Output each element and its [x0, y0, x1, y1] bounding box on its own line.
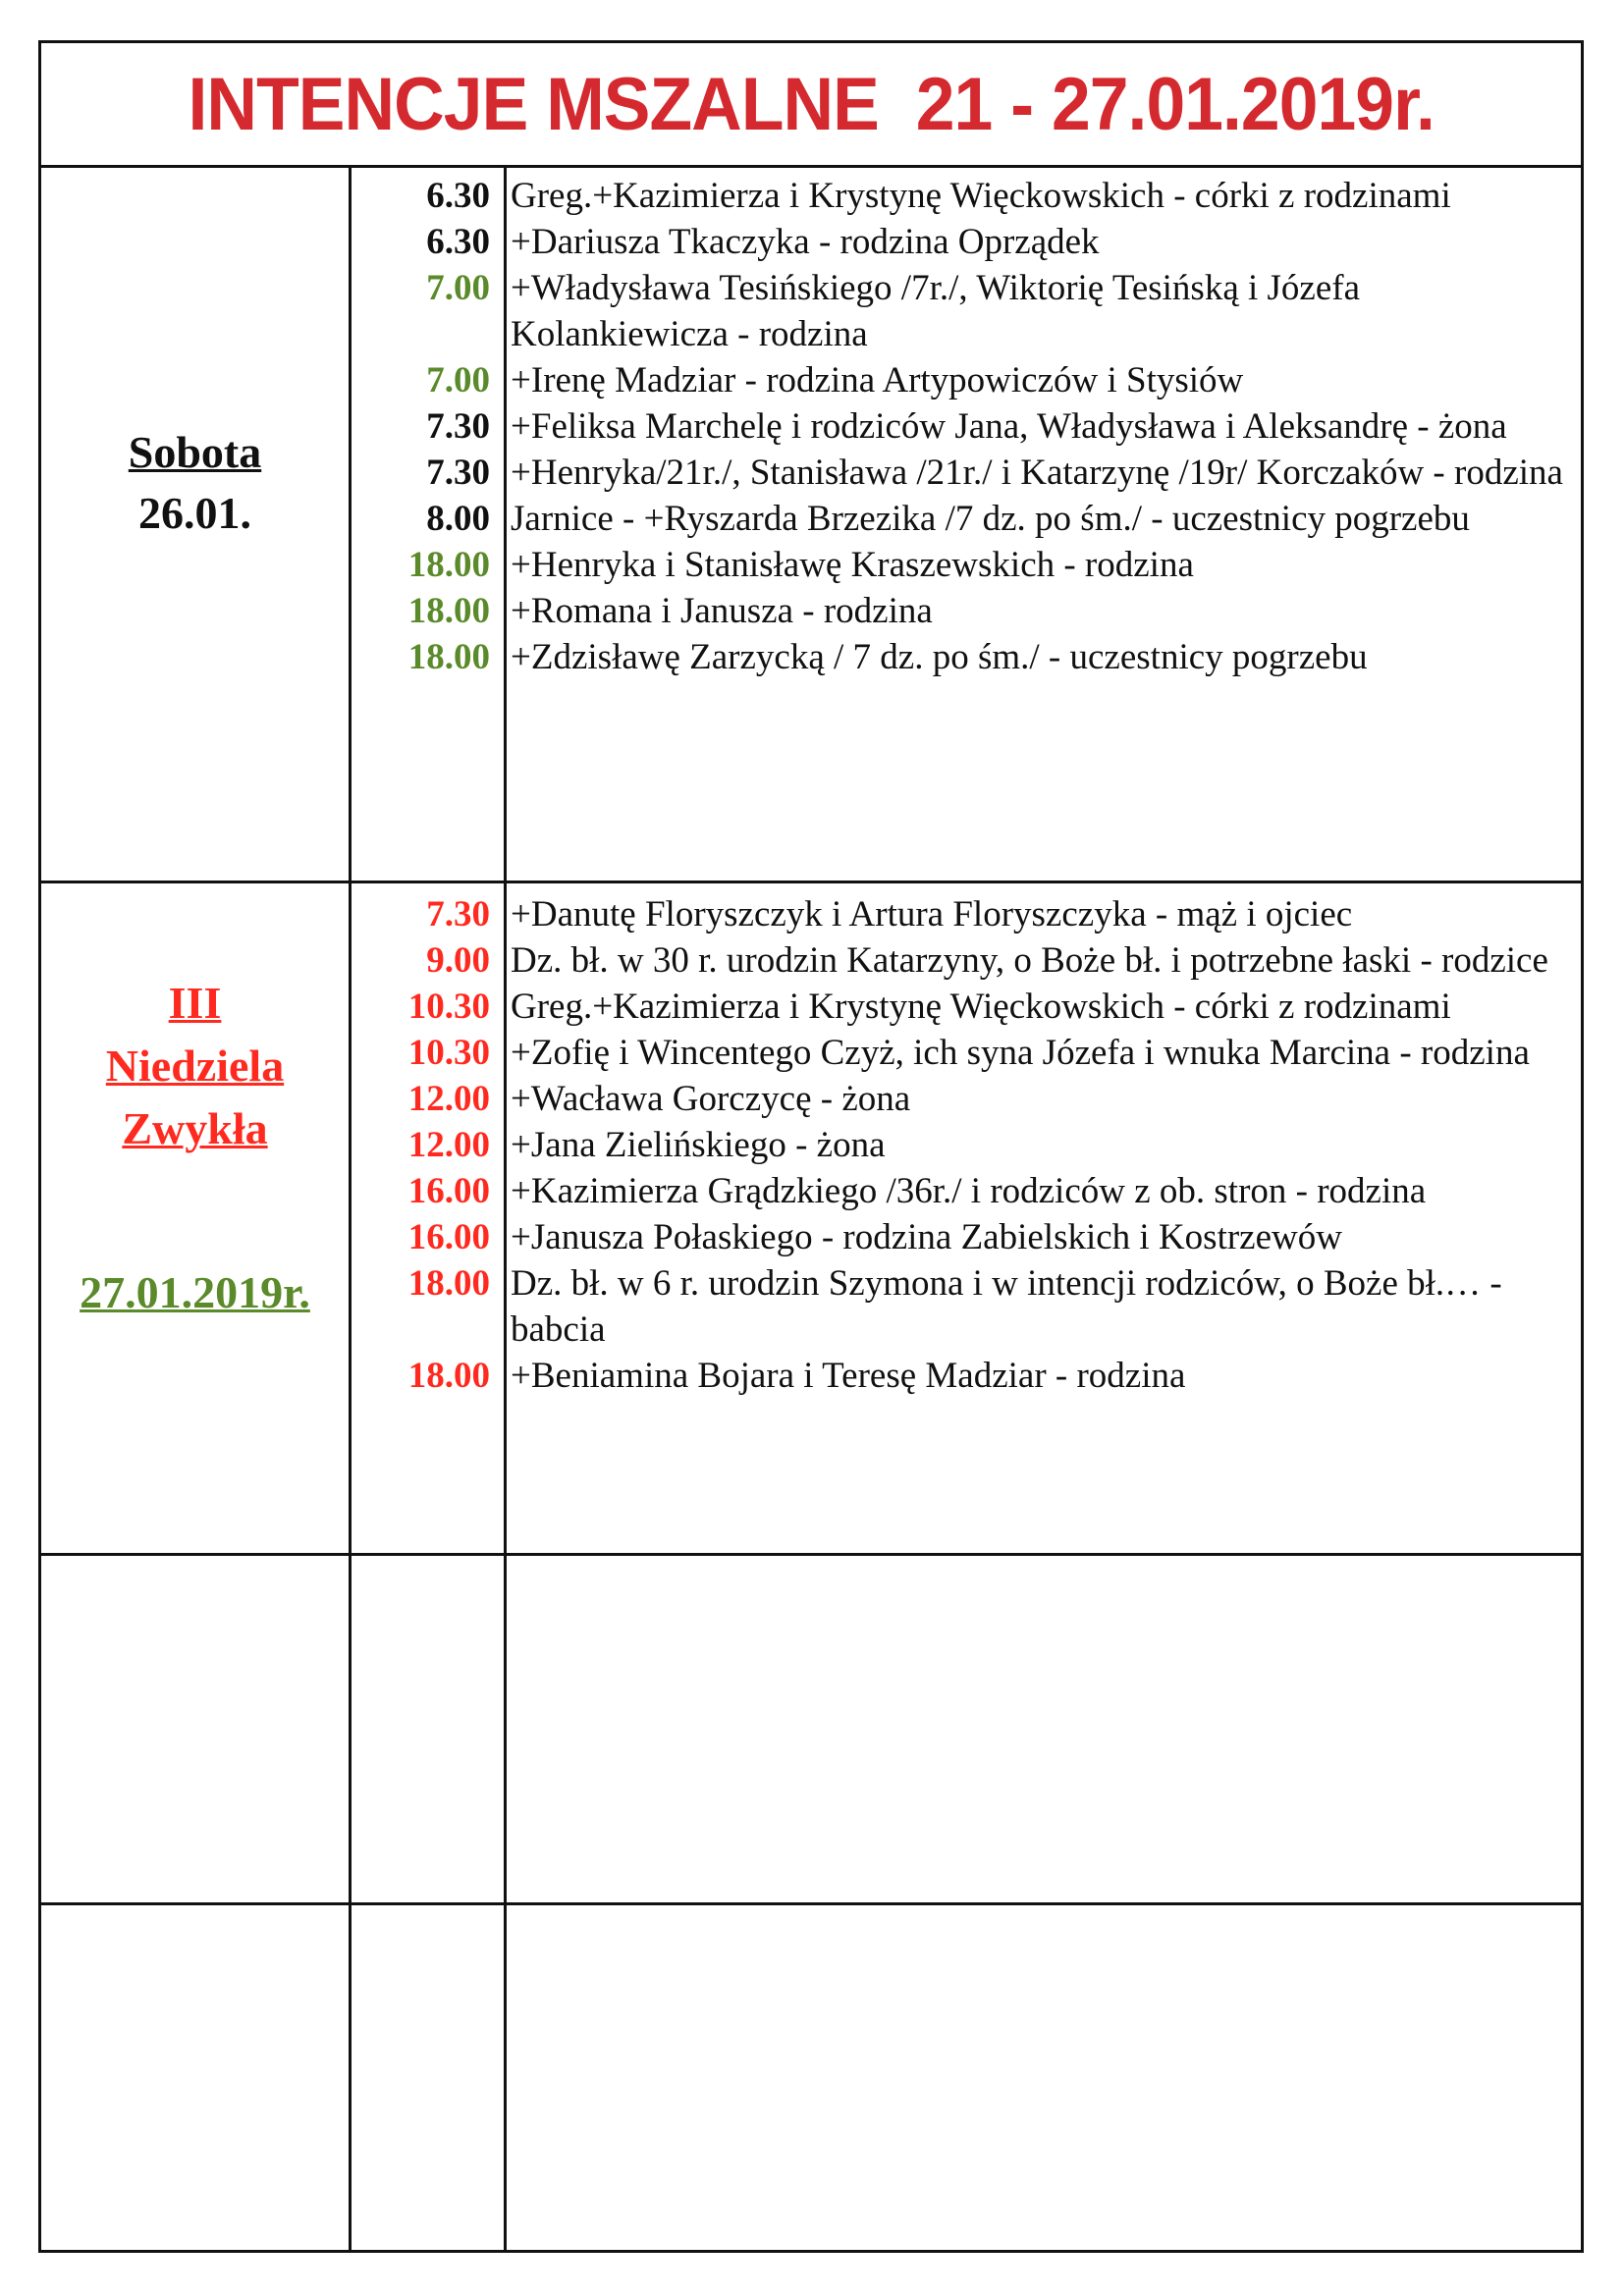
intention-text: +Beniamina Bojara i Teresę Madziar - rodzina [511, 1356, 1186, 1396]
intention-text: +Kazimierza Grądzkiego /36r./ i rodziców z ob. stron - rodzina [511, 1171, 1427, 1211]
mass-time: 7.30 [426, 453, 490, 493]
mass-time: 12.00 [407, 1079, 490, 1119]
intention-entry [352, 891, 1581, 937]
intention-entry [352, 1122, 1581, 1168]
day-date: 26.01. [138, 488, 251, 538]
day-name: Sobota [128, 427, 262, 477]
intention-text: Jarnice - +Ryszarda Brzezika /7 dz. po śm./ - uczestnicy pogrzebu [511, 499, 1470, 539]
intention-text: +Jana Zielińskiego - żona [511, 1125, 886, 1165]
intention-entry [352, 1260, 1581, 1353]
entry-list [352, 891, 1581, 1399]
mass-time: 10.30 [407, 987, 490, 1027]
intention-column [507, 1556, 1581, 1902]
intention-entry [352, 357, 1581, 403]
intention-column [507, 1905, 1581, 2250]
intention-text: +Henryka/21r./, Stanisława /21r./ i Katarzynę /19r/ Korczaków - rodzina [511, 453, 1563, 493]
intention-entry [352, 1030, 1581, 1076]
mass-time: 12.00 [407, 1125, 490, 1165]
mass-time: 18.00 [407, 637, 490, 677]
mass-time: 6.30 [426, 176, 490, 216]
intentions-table [38, 40, 1584, 2253]
day-cell [41, 1905, 352, 2250]
mass-time: 7.30 [426, 406, 490, 447]
header-cell [41, 43, 1581, 168]
intention-text: +Henryka i Stanisławę Kraszewskich - rodzina [511, 545, 1194, 585]
intention-entry [352, 984, 1581, 1030]
mass-time: 7.00 [426, 268, 490, 308]
intention-entry [352, 1076, 1581, 1122]
intention-entry [352, 1353, 1581, 1399]
mass-time: 18.00 [407, 591, 490, 631]
intention-text: +Irenę Madziar - rodzina Artypowiczów i Stysiów [511, 360, 1244, 400]
mass-time: 16.00 [407, 1171, 490, 1211]
day-date: 27.01.2019r. [80, 1267, 310, 1317]
mass-time: 7.30 [426, 894, 490, 934]
intention-text: +Danutę Floryszczyk i Artura Floryszczyka - mąż i ojciec [511, 894, 1353, 934]
page-title: INTENCJE MSZALNE 21 - 27.01.2019r. [188, 62, 1435, 146]
time-column [352, 1905, 507, 2250]
intention-text: +Władysława Tesińskiego /7r./, Wiktorię Tesińską i Józefa Kolankiewicza - rodzina [511, 268, 1361, 354]
intention-entry [352, 542, 1581, 588]
empty-row [41, 1905, 1581, 2250]
intention-text: +Janusza Połaskiego - rodzina Zabielskich i Kostrzewów [511, 1217, 1342, 1257]
intention-text: +Wacława Gorczycę - żona [511, 1079, 911, 1119]
mass-time: 6.30 [426, 222, 490, 262]
entry-list [352, 173, 1581, 680]
intention-entry [352, 265, 1581, 357]
intention-entry [352, 588, 1581, 634]
intention-text: Dz. bł. w 30 r. urodzin Katarzyny, o Boże bł. i potrzebne łaski - rodzice [511, 940, 1548, 981]
intention-entry [352, 450, 1581, 496]
intention-text: Greg.+Kazimierza i Krystynę Więckowskich - córki z rodzinami [511, 176, 1451, 216]
intention-text: +Romana i Janusza - rodzina [511, 591, 933, 631]
day-row-sunday [41, 883, 1581, 1556]
intention-entry [352, 496, 1581, 542]
intention-entry [352, 173, 1581, 219]
intention-text: +Dariusza Tkaczyka - rodzina Oprządek [511, 222, 1100, 262]
day-cell [41, 1556, 352, 1902]
mass-time: 18.00 [407, 545, 490, 585]
intention-text: +Zdzisławę Zarzycką / 7 dz. po śm./ - uczestnicy pogrzebu [511, 637, 1368, 677]
empty-row [41, 1556, 1581, 1905]
day-cell [41, 883, 352, 1553]
mass-time: 18.00 [407, 1263, 490, 1304]
mass-time: 10.30 [407, 1033, 490, 1073]
day-name-line: III [168, 978, 222, 1028]
intention-entry [352, 219, 1581, 265]
intention-entry [352, 937, 1581, 984]
mass-time: 8.00 [426, 499, 490, 539]
day-name-line: Zwykła [122, 1103, 268, 1153]
intention-entry [352, 1168, 1581, 1214]
intention-entry [352, 403, 1581, 450]
intention-entry [352, 1214, 1581, 1260]
intention-text: Dz. bł. w 6 r. urodzin Szymona i w intencji rodziców, o Boże bł.… - babcia [511, 1263, 1502, 1350]
intention-entry [352, 634, 1581, 680]
intention-text: +Feliksa Marchelę i rodziców Jana, Władysława i Aleksandrę - żona [511, 406, 1507, 447]
mass-time: 18.00 [407, 1356, 490, 1396]
mass-time: 7.00 [426, 360, 490, 400]
intention-text: +Zofię i Wincentego Czyż, ich syna Józefa i wnuka Marcina - rodzina [511, 1033, 1530, 1073]
day-row-saturday [41, 165, 1581, 883]
mass-time: 16.00 [407, 1217, 490, 1257]
mass-time: 9.00 [426, 940, 490, 981]
day-name-line: Niedziela [105, 1041, 285, 1091]
intention-text: Greg.+Kazimierza i Krystynę Więckowskich - córki z rodzinami [511, 987, 1451, 1027]
day-cell [41, 165, 352, 881]
time-column [352, 1556, 507, 1902]
